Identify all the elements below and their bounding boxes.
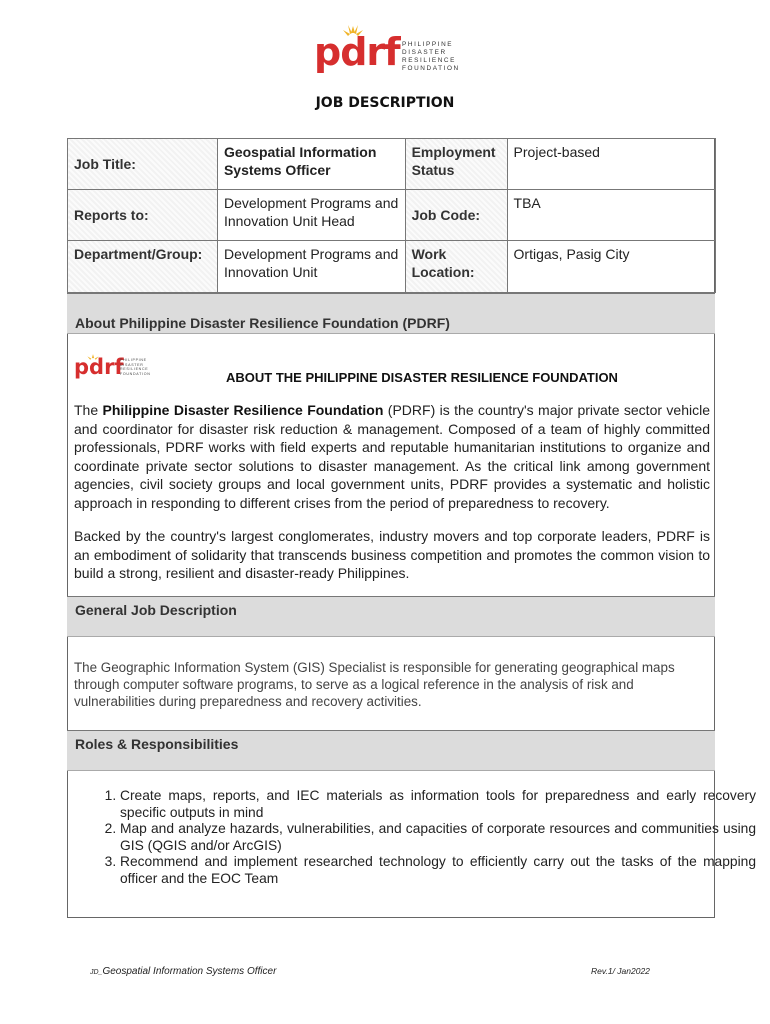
employment-status-label: Employment Status: [405, 139, 507, 190]
list-item: 3. Recommend and implement researched technology to efficiently carry out the tasks of the mapping officer and the EOC Team: [120, 854, 756, 887]
footer-document-name: JD_Geospatial Information Systems Officer: [90, 966, 277, 977]
table-row: [68, 190, 716, 241]
department-value: Development Programs and Innovation Unit: [217, 241, 405, 293]
list-item: 1. Create maps, reports, and IEC materials as information tools for preparedness and early recovery specific outputs in mind: [120, 788, 756, 821]
job-code-label: Job Code:: [405, 190, 507, 241]
general-section-header: General Job Description: [67, 596, 715, 637]
department-label: Department/Group:: [68, 241, 218, 293]
about-heading: ABOUT THE PHILIPPINE DISASTER RESILIENCE FOUNDATION: [226, 370, 618, 385]
reports-to-value: Development Programs and Innovation Unit Head: [217, 190, 405, 241]
table-row: [68, 139, 716, 190]
job-code-value: TBA: [507, 190, 715, 241]
job-title-value: Geospatial Information Systems Officer: [217, 139, 405, 190]
about-paragraph-2: Backed by the country's largest conglomerates, industry movers and top corporate leaders, PDRF is an embodiment of solidarity that transcends business competition and promotes the common vision to build a strong, resilient and disaster-ready Philippines.: [74, 528, 710, 582]
pdrf-logo: [314, 24, 464, 80]
list-item: 2. Map and analyze hazards, vulnerabilities, and capacities of corporate resources and communities using GIS (QGIS and/or ArcGIS): [120, 821, 756, 854]
logo-wordmark: pdrf: [74, 355, 124, 379]
logo-wordmark: pdrf: [314, 30, 400, 74]
work-location-value: Ortigas, Pasig City: [507, 241, 715, 293]
job-info-table: [67, 138, 716, 293]
employment-status-value: Project-based: [507, 139, 715, 190]
table-row: [68, 241, 716, 293]
document-title: JOB DESCRIPTION: [315, 95, 455, 111]
roles-section-header: Roles & Responsibilities: [67, 730, 715, 771]
footer-revision: Rev.1/ Jan2022: [591, 966, 650, 976]
job-title-label: Job Title:: [68, 139, 218, 190]
pdrf-small-logo: [74, 353, 154, 383]
about-paragraph-1: The Philippine Disaster Resilience Foundation (PDRF) is the country's major private sector vehicle and coordinator for disaster risk reduction & management. Composed of a team of highly committed professionals, PDRF works with field experts and reputable humanitarian institutions to organize and coordinate private sector solutions to disaster management. As the critical link among government agencies, civil society groups and local government units, PDRF provides a systematic and holistic approach in responding to different crises from the period of preparedness to recovery.: [74, 402, 711, 511]
work-location-label: Work Location:: [405, 241, 507, 293]
logo-org-name: PHILIPPINE DISASTER RESILIENCE FOUNDATION: [120, 358, 151, 376]
reports-to-label: Reports to:: [68, 190, 218, 241]
logo-org-name: PHILIPPINE DISASTER RESILIENCE FOUNDATION: [402, 41, 460, 72]
about-section-header: About Philippine Disaster Resilience Foundation (PDRF): [67, 293, 715, 334]
roles-list: [74, 788, 756, 888]
general-description-text: The Geographic Information System (GIS) Specialist is responsible for generating geographical maps through computer software programs, to serve as a logical reference in the analysis of risk and vulnerabilities during preparedness and recovery activities.: [74, 660, 675, 709]
